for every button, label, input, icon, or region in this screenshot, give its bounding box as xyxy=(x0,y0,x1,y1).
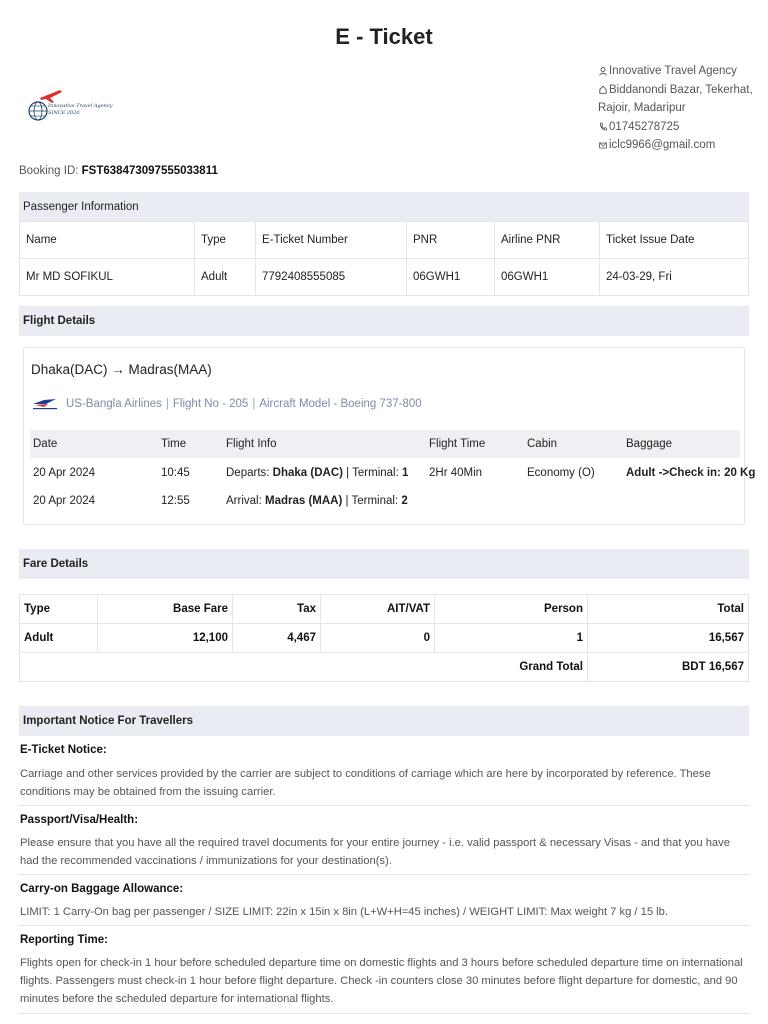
depart-time: 10:45 xyxy=(161,467,190,479)
table-header-row xyxy=(20,222,749,259)
fare-base: 12,100 xyxy=(98,624,233,653)
flight-duration: 2Hr 40Min xyxy=(429,467,483,479)
notice-text: Carriage and other services provided by the carrier are subject to conditions of carriage which are here by incorporated by reference. These conditions may be obtained from the issuing carrier. xyxy=(20,768,711,798)
divider xyxy=(19,925,749,926)
col-name: Name xyxy=(20,222,195,259)
col-total: Total xyxy=(588,595,749,624)
phone-icon xyxy=(598,122,608,131)
notice-text: Please ensure that you have all the required travel documents for your entire journey - i.e. valid passport & necessary Visas - and that you have had the recommended vaccinations / immunizations for your destination(s). xyxy=(20,837,730,867)
logo-text-since: SINCE 2020 xyxy=(48,110,80,116)
grand-total-row xyxy=(20,653,749,682)
depart-info xyxy=(226,467,408,479)
passenger-table xyxy=(19,221,749,296)
col-flight-time: Flight Time xyxy=(429,438,486,450)
notice-section-title: Important Notice For Travellers xyxy=(19,706,749,736)
booking-id-label: Booking ID: xyxy=(19,165,79,177)
logo-text-name: Innovative Travel Agency xyxy=(48,103,113,109)
booking-id xyxy=(19,165,218,177)
passenger-section-title: Passenger Information xyxy=(19,192,749,222)
flight-route: Dhaka(DAC) → Madras(MAA) xyxy=(31,362,212,377)
arrive-label: Arrival: xyxy=(226,495,262,507)
col-date: Date xyxy=(33,438,58,450)
notice-heading: Passport/Visa/Health: xyxy=(20,814,139,826)
col-tax: Tax xyxy=(233,595,321,624)
cabin-class: Economy (O) xyxy=(527,467,595,479)
flight-section-title: Flight Details xyxy=(19,306,749,336)
col-eticket: E-Ticket Number xyxy=(256,222,407,259)
table-row xyxy=(20,624,749,653)
agency-address-line1: Biddanondi Bazar, Tekerhat, xyxy=(609,83,753,96)
fare-tax: 4,467 xyxy=(233,624,321,653)
arrive-time: 12:55 xyxy=(161,495,190,507)
notice-text: Flights open for check-in 1 hour before scheduled departure time on domestic flights and 3 hours before scheduled departure time on international flights. Passengers must check-in 1 hour before flight departure. Check -in counters close 30 minutes before flight departure for domestic, and 90 minutes before the scheduled departure for international flights. xyxy=(20,957,743,1005)
depart-terminal-label: | Terminal: xyxy=(346,467,399,479)
divider xyxy=(19,874,749,875)
airline-name: US-Bangla Airlines xyxy=(66,398,162,410)
col-base-fare: Base Fare xyxy=(98,595,233,624)
fare-person: 1 xyxy=(435,624,588,653)
col-baggage: Baggage xyxy=(626,438,673,450)
agency-logo xyxy=(26,86,122,126)
agency-contact xyxy=(598,62,753,155)
table-row xyxy=(20,259,749,296)
col-cabin: Cabin xyxy=(527,438,558,450)
divider xyxy=(19,1013,749,1014)
baggage-allowance: Adult ->Check in: 20 Kg xyxy=(626,467,756,479)
flight-card xyxy=(23,347,756,525)
passenger-eticket: 7792408555085 xyxy=(256,259,407,296)
notice-text: LIMIT: 1 Carry-On bag per passenger / SIZE LIMIT: 22in x 15in x 8in (L+W+H=45 inches) / WEIGHT LIMIT: Max weight 7 kg / 15 lb. xyxy=(20,906,668,918)
passenger-issue-date: 24-03-29, Fri xyxy=(600,259,749,296)
passenger-airline-pnr: 06GWH1 xyxy=(495,259,600,296)
col-airline-pnr: Airline PNR xyxy=(495,222,600,259)
email-icon xyxy=(598,141,608,150)
grand-total-label: Grand Total xyxy=(20,653,588,682)
depart-airport: Dhaka (DAC) xyxy=(272,467,343,479)
notice-heading: E-Ticket Notice: xyxy=(20,744,107,756)
notice-heading: Carry-on Baggage Allowance: xyxy=(20,883,184,895)
col-time: Time xyxy=(161,438,187,450)
col-ait-vat: AIT/VAT xyxy=(321,595,435,624)
agency-phone: 01745278725 xyxy=(609,120,680,133)
passenger-pnr: 06GWH1 xyxy=(407,259,495,296)
fare-type: Adult xyxy=(20,624,98,653)
grand-total-value: BDT 16,567 xyxy=(588,653,749,682)
home-icon xyxy=(598,85,608,94)
agency-name: Innovative Travel Agency xyxy=(609,65,737,77)
fare-ait-vat: 0 xyxy=(321,624,435,653)
person-icon xyxy=(598,67,608,76)
flight-number: Flight No - 205 xyxy=(172,398,249,410)
depart-terminal: 1 xyxy=(402,467,409,479)
col-pnr: PNR xyxy=(407,222,495,259)
agency-address-line2: Rajoir, Madaripur xyxy=(598,102,686,114)
airline-info: US-Bangla Airlines | Flight No - 205 | Aircraft Model - Boeing 737-800 xyxy=(32,397,422,411)
divider xyxy=(19,805,749,806)
fare-section-title: Fare Details xyxy=(19,549,749,579)
fare-total: 16,567 xyxy=(588,624,749,653)
arrive-date: 20 Apr 2024 xyxy=(33,495,96,507)
col-person: Person xyxy=(435,595,588,624)
table-header-row xyxy=(20,595,749,624)
arrive-terminal-label: | Terminal: xyxy=(345,495,399,507)
fare-table xyxy=(19,594,749,682)
airline-logo-icon xyxy=(32,397,58,411)
passenger-name: Mr MD SOFIKUL xyxy=(20,259,195,296)
booking-id-value: FST638473097555033811 xyxy=(81,165,218,177)
arrive-terminal: 2 xyxy=(401,495,408,507)
col-fare-type: Type xyxy=(20,595,98,624)
notice-heading: Reporting Time: xyxy=(20,934,108,946)
arrive-airport: Madras (MAA) xyxy=(264,495,343,507)
depart-date: 20 Apr 2024 xyxy=(33,467,96,479)
arrive-info xyxy=(226,495,408,507)
depart-label: Departs: xyxy=(226,467,270,479)
agency-email: iclc9966@gmail.com xyxy=(609,139,716,151)
page-title: E - Ticket xyxy=(335,24,433,49)
col-flight-info: Flight Info xyxy=(226,438,277,450)
col-type: Type xyxy=(195,222,256,259)
col-issue-date: Ticket Issue Date xyxy=(600,222,749,259)
passenger-type: Adult xyxy=(195,259,256,296)
aircraft-model: Aircraft Model - Boeing 737-800 xyxy=(259,398,422,410)
